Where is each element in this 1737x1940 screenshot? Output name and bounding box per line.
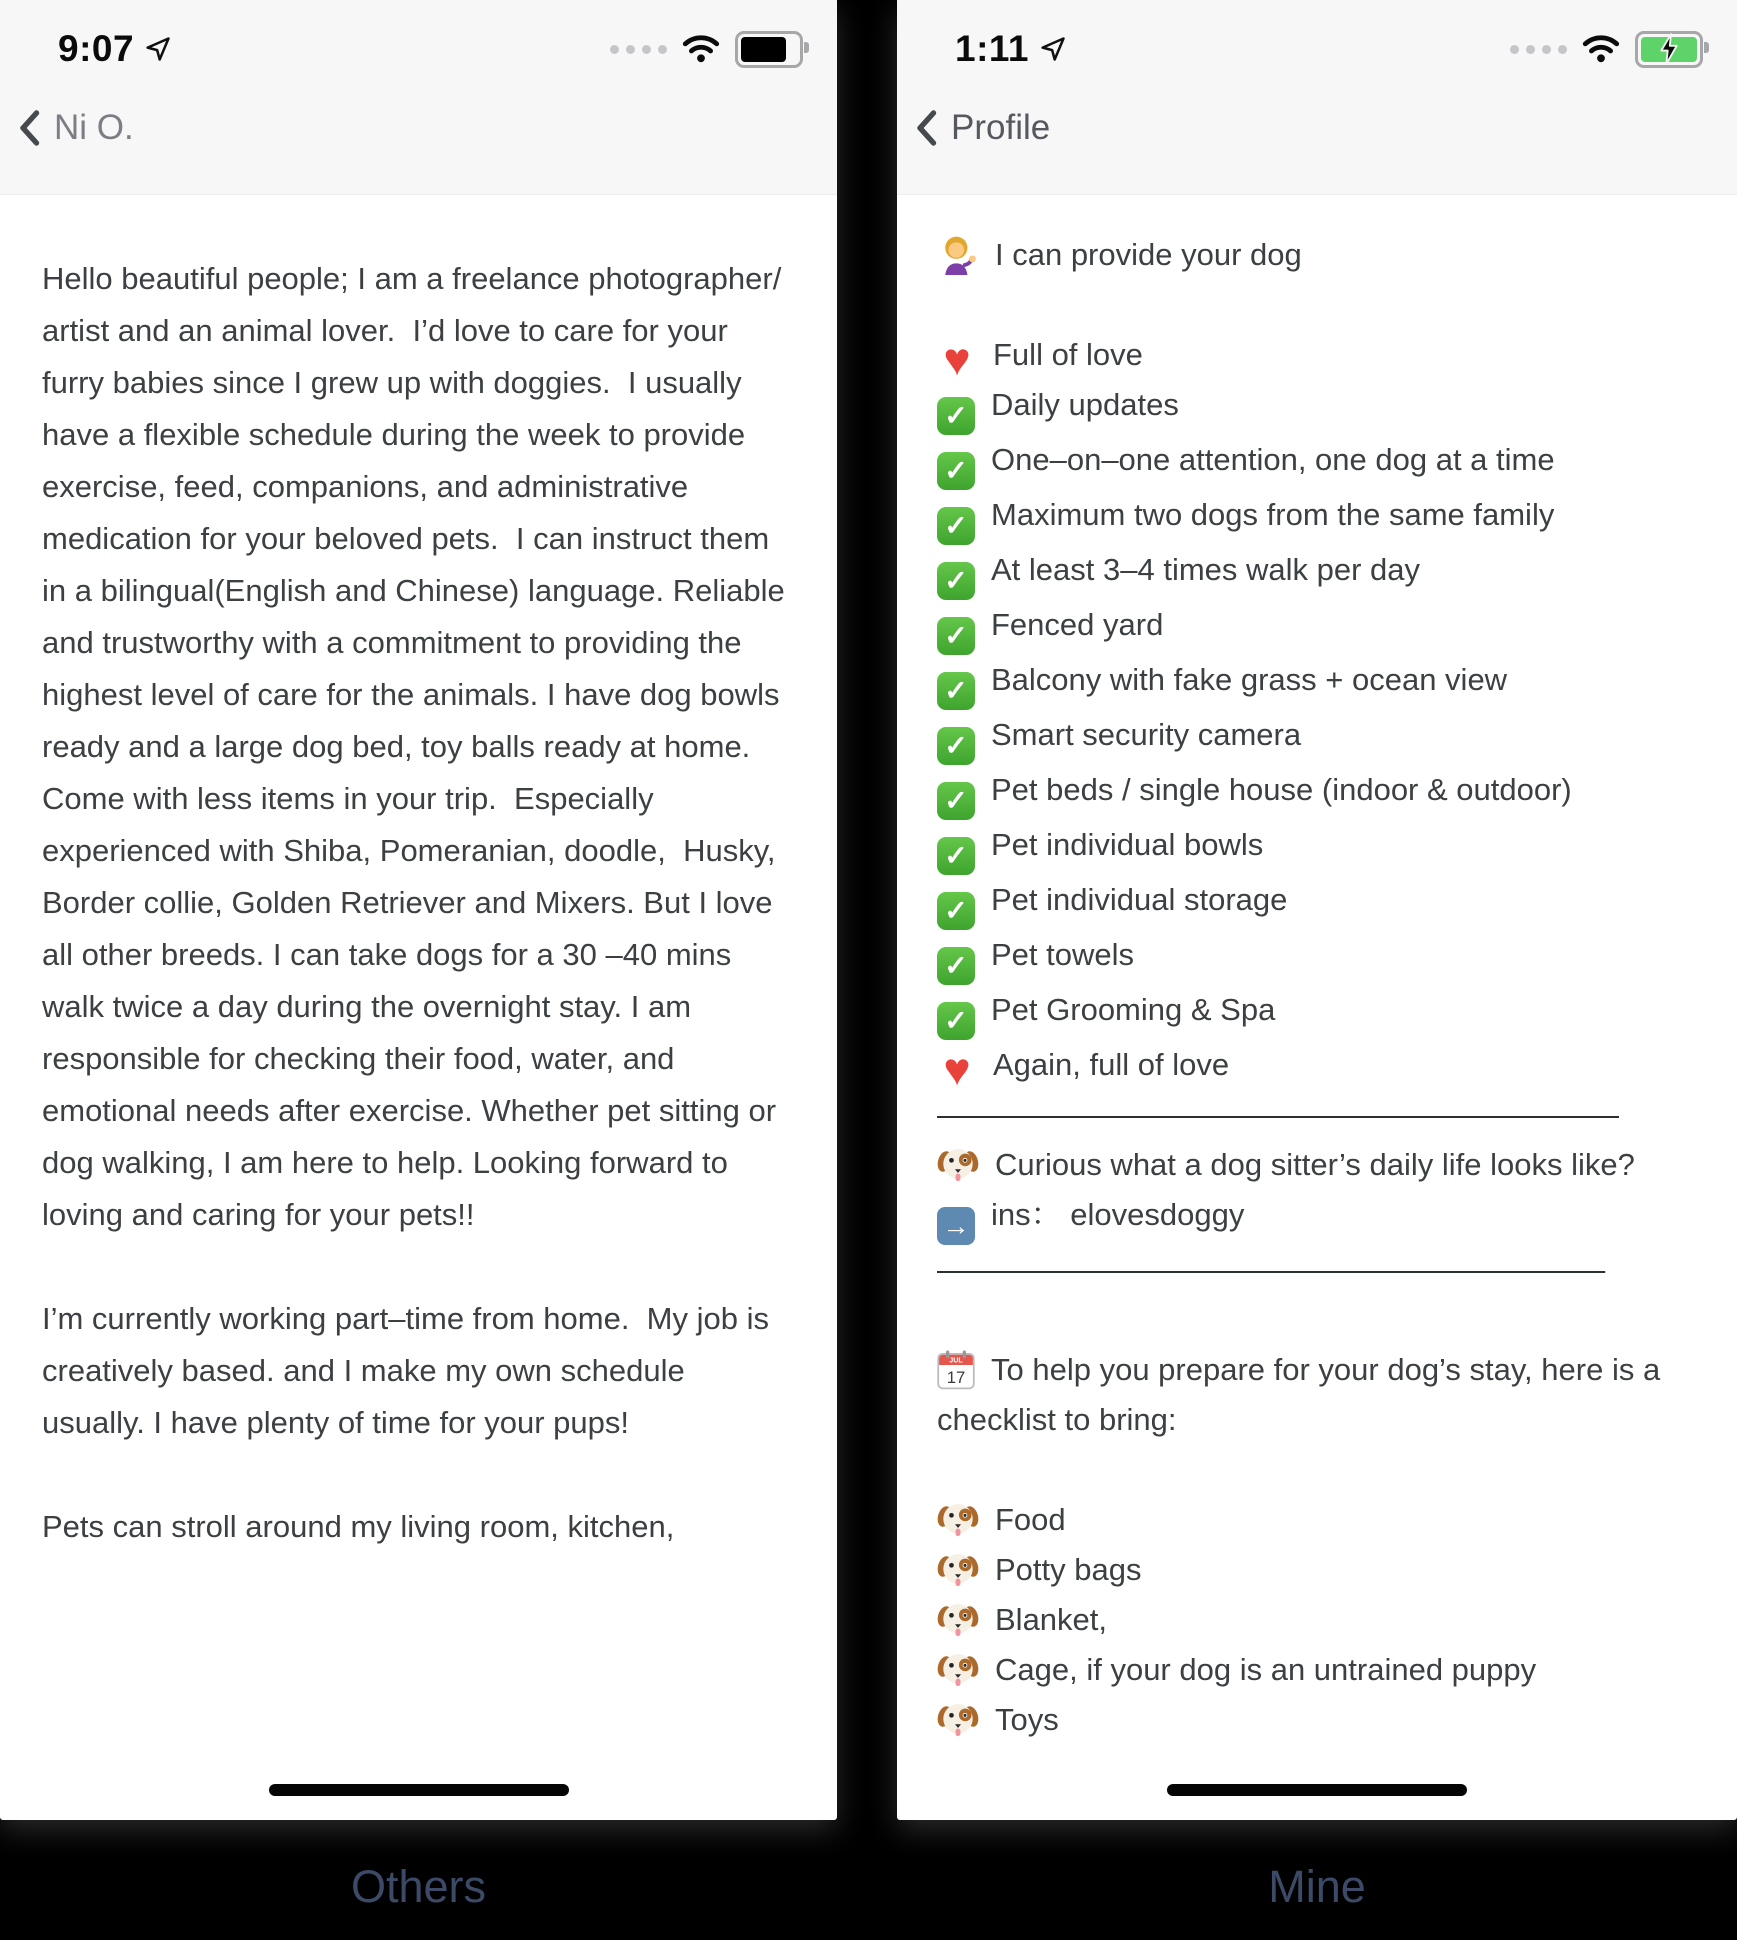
dog-icon — [937, 1550, 979, 1590]
right-header — [897, 0, 1737, 195]
line-text: Cage, if your dog is an untrained puppy — [995, 1652, 1537, 1687]
location-arrow-icon — [144, 35, 172, 63]
line-text: Balcony with fake grass + ocean view — [991, 662, 1508, 697]
line-text: Pet Grooming & Spa — [991, 992, 1276, 1027]
line-text: Maximum two dogs from the same family — [991, 497, 1555, 532]
line-text: Fenced yard — [991, 607, 1164, 642]
check-icon: ✓ — [937, 562, 975, 600]
check-icon: ✓ — [937, 727, 975, 765]
blank-line — [937, 1445, 1697, 1495]
profile-line — [937, 1695, 1697, 1745]
profile-line — [937, 1495, 1697, 1545]
back-chevron-icon — [18, 110, 40, 146]
line-text: Full of love — [993, 337, 1143, 372]
dog-icon — [937, 1700, 979, 1740]
bio-text — [0, 195, 837, 1820]
line-text: I can provide your dog — [995, 237, 1302, 272]
check-icon: ✓ — [937, 507, 975, 545]
check-icon: ✓ — [937, 452, 975, 490]
check-icon: ✓ — [937, 1002, 975, 1040]
line-text: Potty bags — [995, 1552, 1142, 1587]
profile-line — [937, 600, 1697, 655]
profile-line — [937, 490, 1697, 545]
home-indicator[interactable] — [1167, 1784, 1467, 1796]
back-button[interactable] — [915, 108, 1050, 148]
line-text: At least 3–4 times walk per day — [991, 552, 1421, 587]
line-text: Pet individual storage — [991, 882, 1288, 917]
home-indicator[interactable] — [269, 1784, 569, 1796]
profile-line — [937, 765, 1697, 820]
line-text: Toys — [995, 1702, 1059, 1737]
profile-line — [937, 820, 1697, 875]
dog-icon — [937, 1650, 979, 1690]
check-icon: ✓ — [937, 672, 975, 710]
profile-line — [937, 985, 1697, 1040]
profile-line — [937, 1345, 1697, 1445]
line-text: Again, full of love — [993, 1047, 1230, 1082]
check-icon: ✓ — [937, 397, 975, 435]
line-text: Curious what a dog sitter’s daily life looks like? — [995, 1147, 1635, 1182]
line-text: ins： elovesdoggy — [991, 1197, 1245, 1232]
bio-paragraph: Pets can stroll around my living room, kitchen, — [42, 1509, 675, 1544]
profile-line — [937, 1545, 1697, 1595]
profile-line — [937, 1040, 1697, 1095]
wifi-icon — [1581, 34, 1621, 64]
svg-text:17: 17 — [946, 1367, 966, 1387]
bio-paragraph: Hello beautiful people; I am a freelance photographer/ artist and an animal lover. I’d love to care for your furry babies since I grew up with doggies. I usually have a flexible schedule during the week to provide exercise, feed, companions, and administrative medication for your beloved pets. I can instruct them in a bilingual(English and Chinese) language. Reliable and trustworthy with a commitment to providing the highest level of care for the animals. I have dog bowls ready and a large dog bed, toy balls ready at home. Come with less items in your trip. Especially experienced with Shiba, Pomeranian, doodle, Husky, Border collie, Golden Retriever and Mixers. But I love all other breeds. I can take dogs for a 30 –40 mins walk twice a day during the overnight stay. I am responsible for checking their food, water, and emotional needs after exercise. Whether pet sitting or dog walking, I am here to help. Looking forward to loving and caring for your pets!! — [42, 261, 794, 1232]
cellular-signal-dots-icon — [1510, 45, 1567, 54]
nav-bar — [0, 78, 837, 148]
profile-line — [937, 435, 1697, 490]
profile-description — [897, 195, 1737, 1737]
line-text: One–on–one attention, one dog at a time — [991, 442, 1555, 477]
check-icon: ✓ — [937, 947, 975, 985]
left-header — [0, 0, 837, 195]
profile-line — [937, 875, 1697, 930]
nav-title: Ni O. — [54, 108, 134, 147]
caption-mine: Mine — [1268, 1861, 1366, 1912]
profile-line — [937, 330, 1697, 385]
profile-line — [937, 710, 1697, 765]
separator-line: —————————————————————— — [937, 1097, 1619, 1132]
status-time: 1:11 — [955, 28, 1030, 69]
dog-icon — [937, 1145, 979, 1185]
lightning-bolt-icon — [1658, 33, 1680, 65]
profile-line — [937, 1595, 1697, 1645]
cellular-signal-dots-icon — [610, 45, 667, 54]
status-bar — [897, 0, 1737, 78]
profile-line — [937, 1645, 1697, 1695]
separator-line: —————————————————————– — [937, 1252, 1606, 1287]
line-text: Pet towels — [991, 937, 1135, 972]
profile-line — [937, 930, 1697, 985]
blank-line — [937, 280, 1697, 330]
nav-title: Profile — [951, 108, 1051, 147]
left-phone-screenshot — [0, 0, 837, 1820]
line-text: Smart security camera — [991, 717, 1302, 752]
status-time: 9:07 — [58, 28, 135, 69]
profile-line — [937, 230, 1697, 280]
line-text: Food — [995, 1502, 1066, 1537]
check-icon: ✓ — [937, 837, 975, 875]
location-arrow-icon — [1039, 35, 1067, 63]
profile-line — [937, 1140, 1697, 1190]
right-phone-screenshot — [897, 0, 1737, 1820]
dog-icon — [937, 1500, 979, 1540]
bio-paragraph: I’m currently working part–time from home. My job is creatively based. and I make my own schedule usually. I have plenty of time for your pups! — [42, 1301, 778, 1440]
profile-line — [937, 655, 1697, 710]
check-icon: ✓ — [937, 892, 975, 930]
check-icon: ✓ — [937, 617, 975, 655]
heart-icon: ♥ — [943, 1043, 971, 1095]
line-text: Daily updates — [991, 387, 1179, 422]
check-icon: ✓ — [937, 782, 975, 820]
back-chevron-icon — [915, 110, 937, 146]
blank-line — [937, 1295, 1697, 1345]
battery-icon — [735, 31, 803, 68]
profile-line — [937, 1190, 1697, 1245]
profile-line — [937, 380, 1697, 435]
status-bar — [0, 0, 837, 78]
woman-tipping-hand-icon — [937, 235, 979, 275]
nav-bar — [897, 78, 1737, 148]
wifi-icon — [681, 34, 721, 64]
arrow-icon: → — [937, 1207, 975, 1245]
heart-icon: ♥ — [943, 333, 971, 385]
line-text: Blanket, — [995, 1602, 1108, 1637]
profile-line — [937, 545, 1697, 600]
calendar-icon — [937, 1350, 975, 1390]
svg-text:JUL: JUL — [949, 1356, 963, 1365]
line-text: Pet beds / single house (indoor & outdoor) — [991, 772, 1572, 807]
back-button[interactable] — [18, 108, 134, 148]
line-text: Pet individual bowls — [991, 827, 1264, 862]
caption-others: Others — [350, 1861, 487, 1912]
dog-icon — [937, 1600, 979, 1640]
battery-charging-icon — [1635, 31, 1703, 68]
line-text: To help you prepare for your dog’s stay, here is a checklist to bring: — [937, 1352, 1661, 1437]
